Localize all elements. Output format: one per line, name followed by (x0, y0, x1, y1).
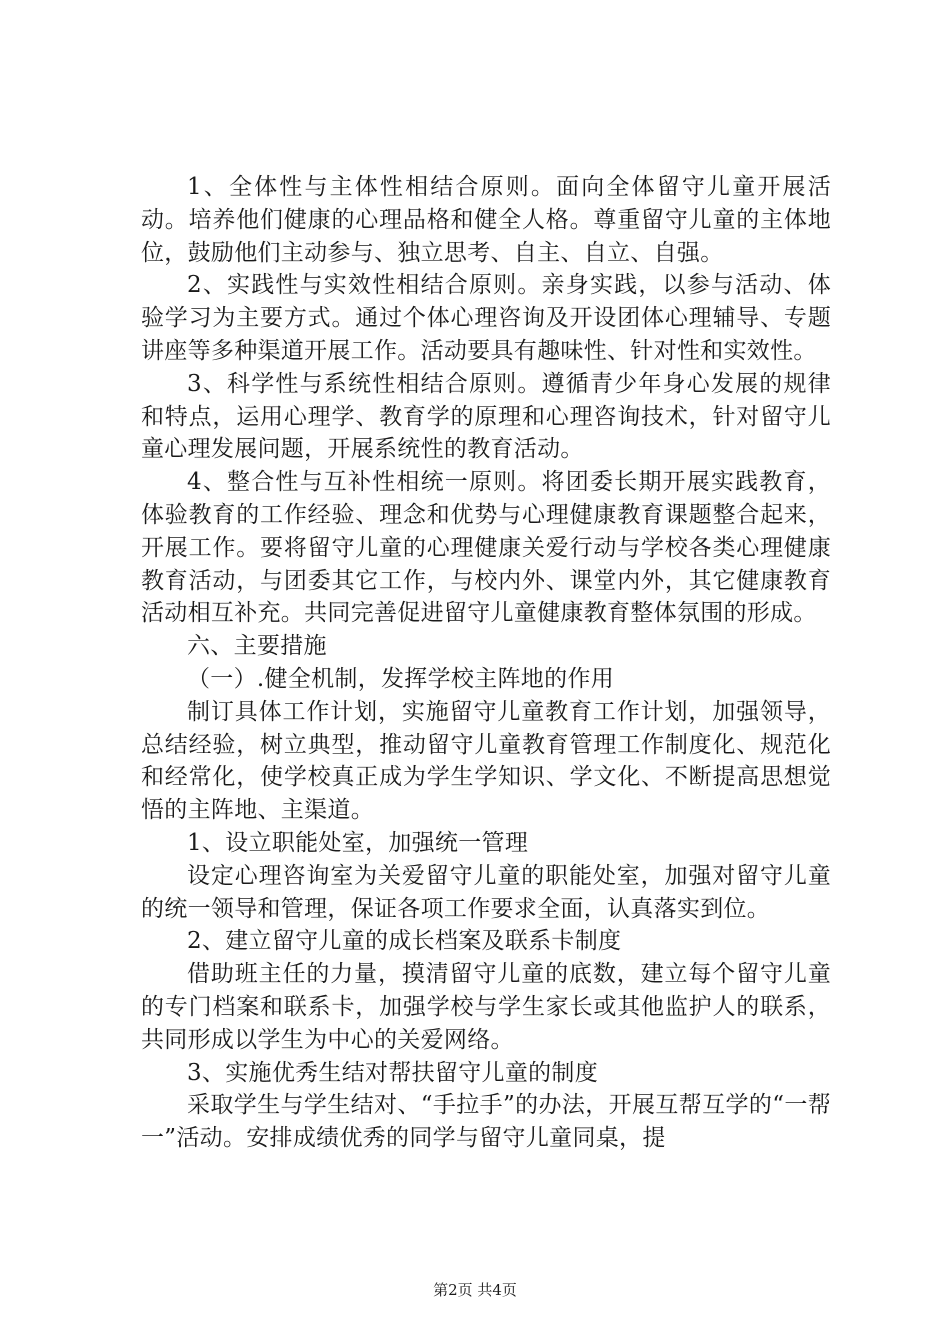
subsection-heading-mechanism: （一）.健全机制，发挥学校主阵地的作用 (187, 665, 615, 692)
paragraph-pairing: 采取学生与学生结对、“手拉手”的办法，开展互帮互学的“一帮一”活动。安排成绩优秀的同学与留守儿童同桌，提 (141, 1092, 831, 1152)
paragraph-office: 设定心理咨询室为关爱留守儿童的职能处室，加强对留守儿童的统一领导和管理，保证各项工作要求全面，认真落实到位。 (141, 862, 831, 922)
page-footer: 第2页 共4页 (433, 1281, 517, 1299)
document-body (141, 171, 831, 1155)
paragraph-archive: 借助班主任的力量，摸清留守儿童的底数，建立每个留守儿童的专门档案和联系卡，加强学校与学生家长或其他监护人的联系，共同形成以学生为中心的关爱网络。 (141, 961, 831, 1053)
paragraph-mechanism: 制订具体工作计划，实施留守儿童教育工作计划，加强领导，总结经验，树立典型，推动留守儿童教育管理工作制度化、规范化和经常化，使学校真正成为学生学知识、学文化、不断提高思想觉悟的主阵地、主渠道。 (141, 698, 831, 824)
paragraph-principle-3: 3、科学性与系统性相结合原则。遵循青少年身心发展的规律和特点，运用心理学、教育学的原理和心理咨询技术，针对留守儿童心理发展问题，开展系统性的教育活动。 (141, 370, 831, 463)
item-heading-archive: 2、建立留守儿童的成长档案及联系卡制度 (187, 928, 622, 955)
item-heading-pairing: 3、实施优秀生结对帮扶留守儿童的制度 (187, 1059, 599, 1086)
item-heading-office: 1、设立职能处室，加强统一管理 (187, 829, 529, 856)
paragraph-principle-1: 1、全体性与主体性相结合原则。面向全体留守儿童开展活动。培养他们健康的心理品格和健全人格。尊重留守儿童的主体地位，鼓励他们主动参与、独立思考、自主、自立、自强。 (141, 174, 831, 266)
section-heading-measures: 六、主要措施 (187, 633, 327, 660)
paragraph-principle-4: 4、整合性与互补性相统一原则。将团委长期开展实践教育，体验教育的工作经验、理念和优势与心理健康教育课题整合起来，开展工作。要将留守儿童的心理健康关爱行动与学校各类心理健康教育活动，与团委其它工作，与校内外、课堂内外，其它健康教育活动相互补充。共同完善促进留守儿童健康教育整体氛围的形成。 (141, 469, 831, 627)
paragraph-principle-2: 2、实践性与实效性相结合原则。亲身实践，以参与活动、体验学习为主要方式。通过个体心理咨询及开设团体心理辅导、专题讲座等多种渠道开展工作。活动要具有趣味性、针对性和实效性。 (141, 272, 831, 364)
